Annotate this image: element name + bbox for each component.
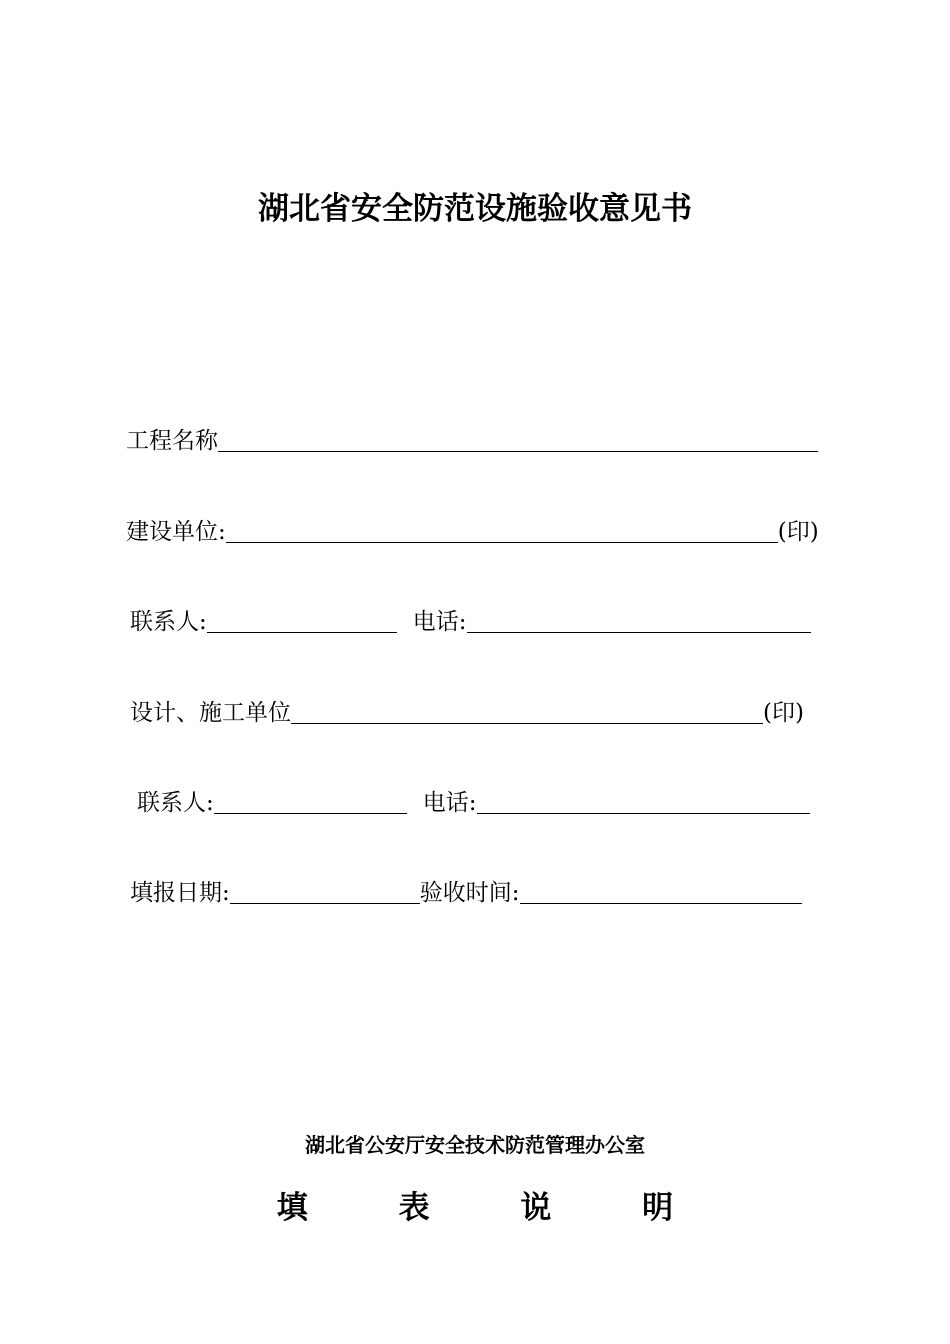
builder-contact-field[interactable]	[207, 610, 397, 633]
builder-contact-row	[130, 607, 811, 637]
builder-field[interactable]	[226, 520, 778, 543]
designer-contact-row	[137, 788, 810, 818]
builder-contact-label: 联系人:	[130, 609, 207, 635]
designer-stamp-label: (印)	[763, 700, 804, 726]
project-name-label: 工程名称	[126, 428, 218, 454]
project-name-field[interactable]	[218, 429, 818, 452]
project-name-row	[126, 426, 818, 456]
acceptance-time-field[interactable]	[520, 881, 802, 904]
fill-date-field[interactable]	[230, 881, 420, 904]
designer-contact-label: 联系人:	[137, 790, 214, 816]
builder-row	[126, 517, 819, 547]
builder-phone-field[interactable]	[467, 610, 811, 633]
builder-stamp-label: (印)	[777, 519, 819, 545]
builder-label: 建设单位:	[126, 519, 226, 545]
fill-date-label: 填报日期:	[130, 880, 230, 906]
issuing-office: 湖北省公安厅安全技术防范管理办公室	[305, 1133, 645, 1157]
designer-phone-label: 电话:	[422, 790, 477, 816]
designer-contact-field[interactable]	[214, 791, 407, 814]
instructions-heading: 填 表 说 明	[276, 1190, 714, 1226]
document-title: 湖北省安全防范设施验收意见书	[258, 191, 692, 227]
acceptance-time-label: 验收时间:	[419, 880, 520, 906]
designer-label: 设计、施工单位	[130, 700, 291, 726]
designer-phone-field[interactable]	[477, 791, 810, 814]
designer-field[interactable]	[291, 701, 763, 724]
builder-phone-label: 电话:	[412, 609, 467, 635]
dates-row	[130, 878, 802, 908]
designer-row	[130, 698, 804, 728]
